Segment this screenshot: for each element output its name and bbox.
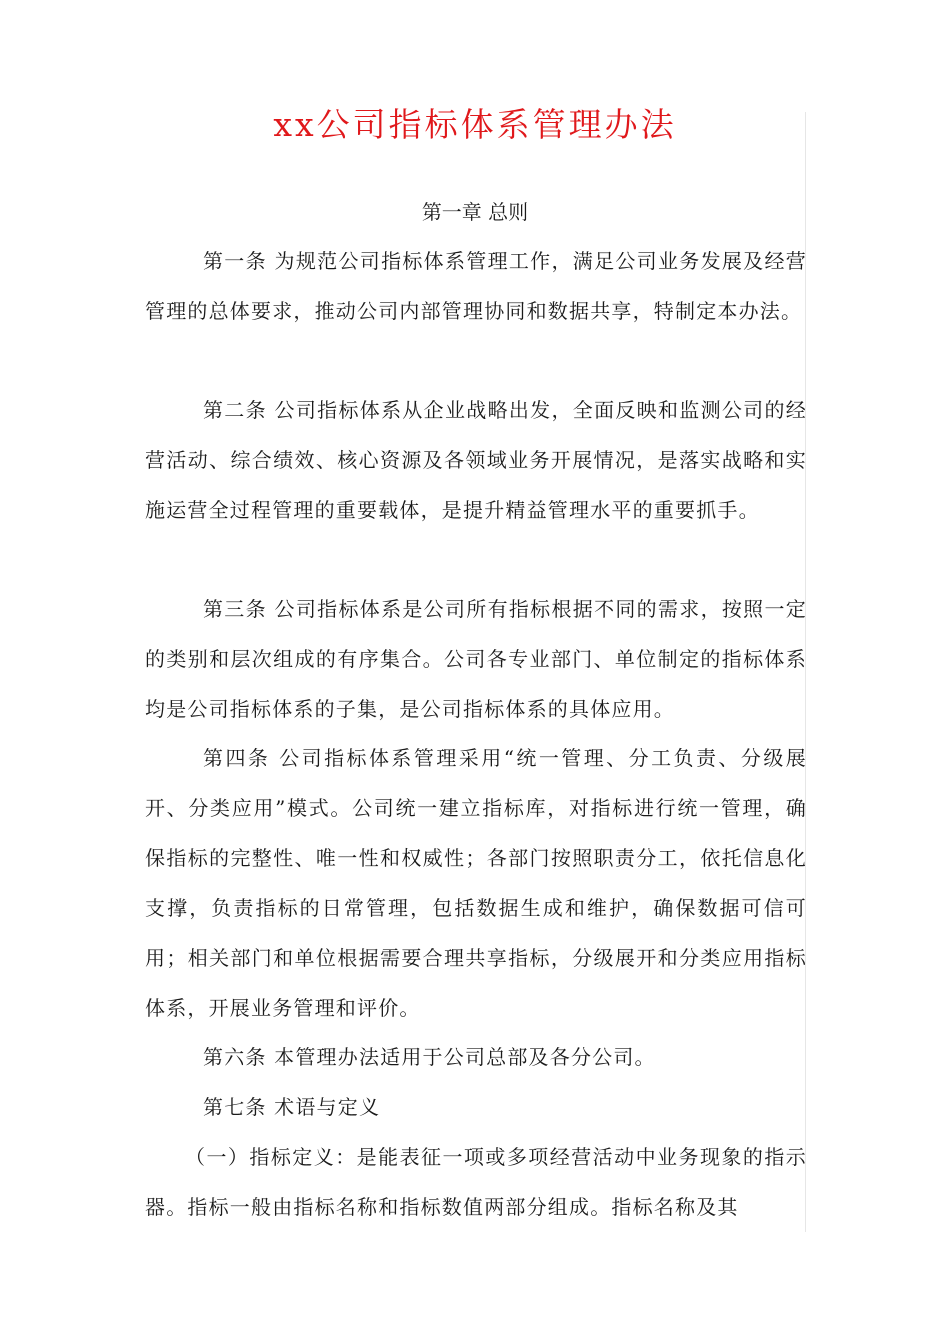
article-3: 第三条 公司指标体系是公司所有指标根据不同的需求，按照一定的类别和层次组成的有序集合。公司各专业部门、单位制定的指标体系均是公司指标体系的子集，是公司指标体系的具体应用。 — [145, 597, 807, 721]
article-1: 第一条 为规范公司指标体系管理工作，满足公司业务发展及经营管理的总体要求，推动公司内部管理协同和数据共享，特制定本办法。 — [145, 249, 807, 323]
definition-item-1: （一）指标定义：是能表征一项或多项经营活动中业务现象的指示器。指标一般由指标名称和指标数值两部分组成。指标名称及其 — [145, 1145, 807, 1219]
document-title: xx公司指标体系管理办法 — [273, 105, 677, 144]
article-4: 第四条 公司指标体系管理采用“统一管理、分工负责、分级展开、分类应用”模式。公司统一建立指标库，对指标进行统一管理，确保指标的完整性、唯一性和权威性；各部门按照职责分工，依托信息化支撑，负责指标的日常管理，包括数据生成和维护，确保数据可信可用；相关部门和单位根据需要合理共享指标，分级展开和分类应用指标体系，开展业务管理和评价。 — [145, 746, 807, 1020]
chapter-heading: 第一章 总则 — [421, 200, 529, 224]
article-2: 第二条 公司指标体系从企业战略出发，全面反映和监测公司的经营活动、综合绩效、核心资源及各领域业务开展情况，是落实战略和实施运营全过程管理的重要载体，是提升精益管理水平的重要抓手。 — [145, 398, 807, 522]
article-6: 第六条 本管理办法适用于公司总部及各分公司。 — [203, 1045, 656, 1069]
article-7-heading: 第七条 术语与定义 — [203, 1095, 381, 1119]
